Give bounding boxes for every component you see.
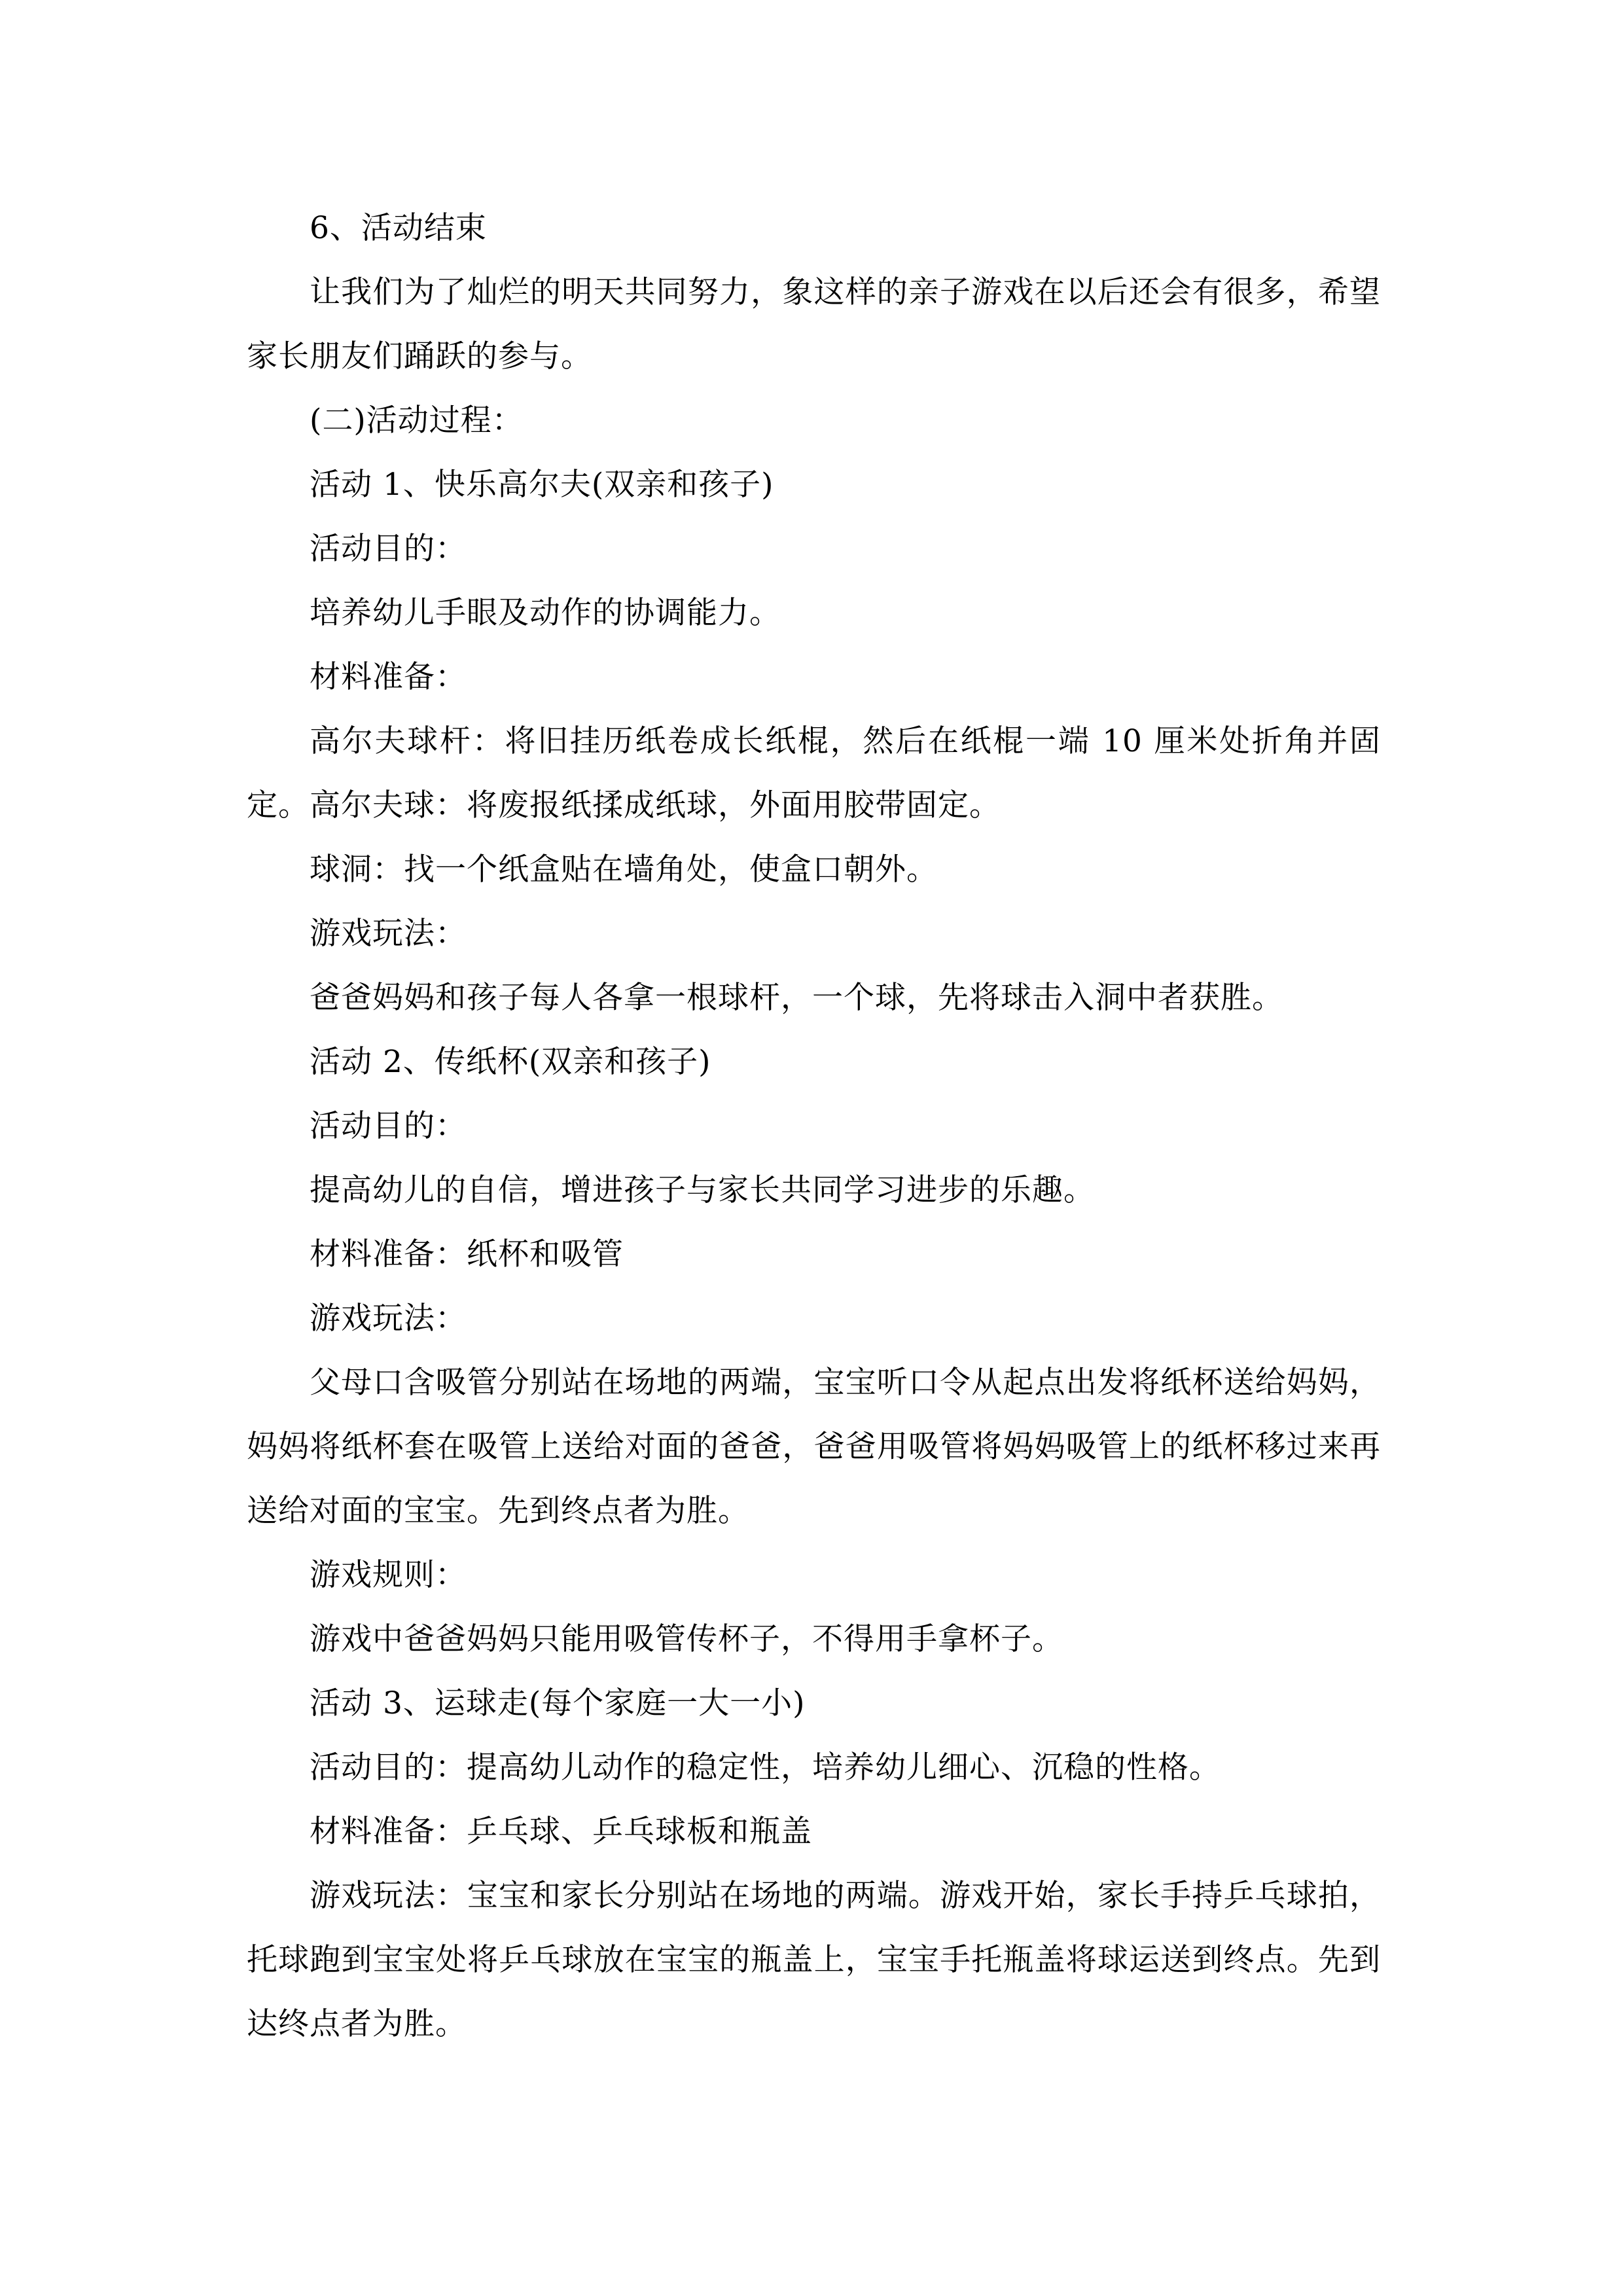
activity-1-gameplay-text: 爸爸妈妈和孩子每人各拿一根球杆，一个球，先将球击入洞中者获胜。	[310, 980, 1283, 1016]
activity-1-title: 活动 1、快乐高尔夫(双亲和孩子)	[310, 467, 774, 503]
activity-1-goal-label: 活动目的：	[310, 531, 467, 567]
section-heading-activity-end: 6、活动结束	[310, 210, 487, 246]
activity-2-gameplay-text: 父母口含吸管分别站在场地的两端，宝宝听口令从起点出发将纸杯送给妈妈，妈妈将纸杯套在吸管上送给对面的爸爸，爸爸用吸管将妈妈吸管上的纸杯移过来再送给对面的宝宝。先到终点者为胜。	[247, 1365, 1381, 1529]
activity-3-goal-text: 活动目的：提高幼儿动作的稳定性，培养幼儿细心、沉稳的性格。	[310, 1749, 1221, 1785]
activity-3-gameplay-text: 游戏玩法：宝宝和家长分别站在场地的两端。游戏开始，家长手持乒乓球拍，托球跑到宝宝处将乒乓球放在宝宝的瓶盖上，宝宝手托瓶盖将球运送到终点。先到达终点者为胜。	[247, 1878, 1381, 2042]
document-body	[247, 196, 1381, 2056]
activity-3-materials-text: 材料准备：乒乓球、乒乓球板和瓶盖	[310, 1814, 812, 1850]
activity-2-materials-text: 材料准备：纸杯和吸管	[310, 1236, 624, 1272]
activity-2-gameplay-label: 游戏玩法：	[310, 1300, 467, 1336]
activity-1-materials-label: 材料准备：	[310, 659, 467, 695]
section-heading-activity-process: (二)活动过程：	[310, 403, 524, 439]
activity-1-goal-text: 培养幼儿手眼及动作的协调能力。	[310, 595, 781, 631]
activity-2-goal-label: 活动目的：	[310, 1108, 467, 1144]
activity-1-hole-text: 球洞：找一个纸盒贴在墙角处，使盒口朝外。	[310, 852, 938, 888]
activity-1-materials-text: 高尔夫球杆：将旧挂历纸卷成长纸棍，然后在纸棍一端 10 厘米处折角并固定。高尔夫球：将废报纸揉成纸球，外面用胶带固定。	[247, 723, 1381, 823]
activity-3-title: 活动 3、运球走(每个家庭一大一小)	[310, 1685, 806, 1721]
activity-2-title: 活动 2、传纸杯(双亲和孩子)	[310, 1044, 711, 1080]
activity-2-rules-text: 游戏中爸爸妈妈只能用吸管传杯子，不得用手拿杯子。	[310, 1621, 1063, 1657]
activity-2-goal-text: 提高幼儿的自信，增进孩子与家长共同学习进步的乐趣。	[310, 1172, 1095, 1208]
activity-1-gameplay-label: 游戏玩法：	[310, 916, 467, 952]
paragraph-closing-remarks: 让我们为了灿烂的明天共同努力，象这样的亲子游戏在以后还会有很多，希望家长朋友们踊跃的参与。	[247, 274, 1381, 374]
activity-2-rules-label: 游戏规则：	[310, 1557, 467, 1593]
